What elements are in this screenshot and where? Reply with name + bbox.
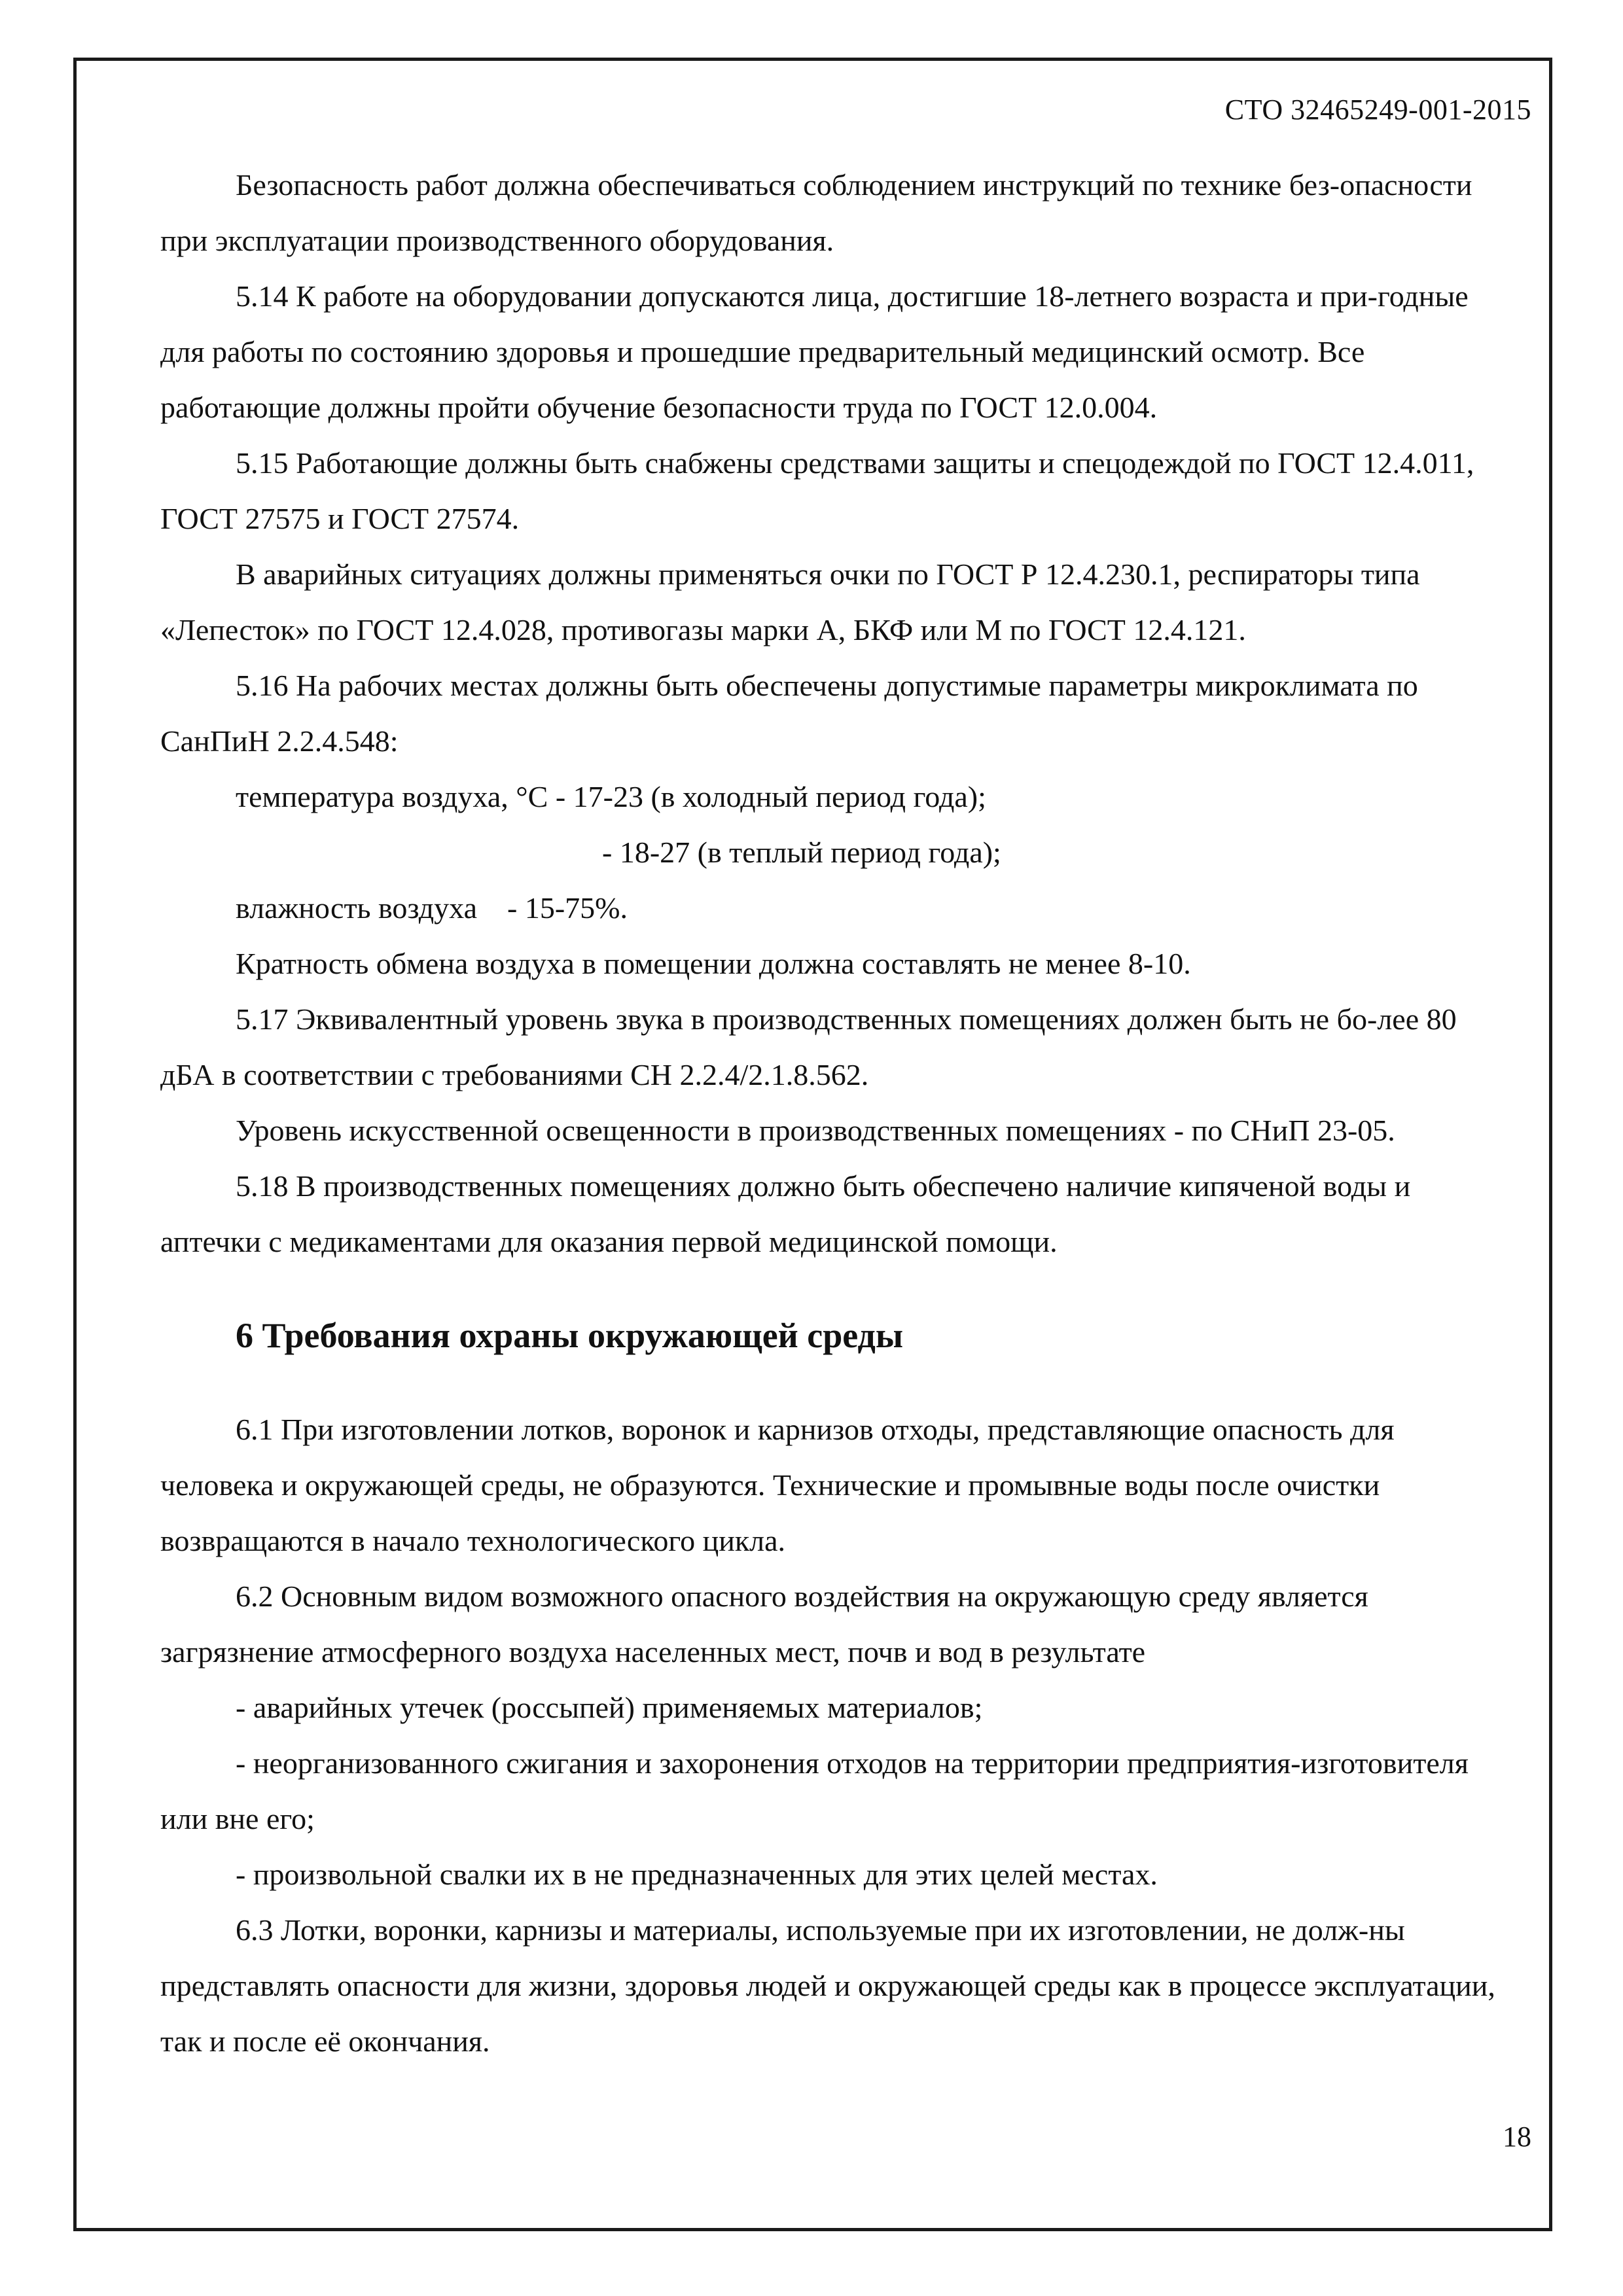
clause-5-18: 5.18 В производственных помещениях должно быть обеспечено наличие кипяченой воды и аптечки с медикаментами для оказания первой медицинской помощи. [160,1169,1411,1258]
temperature-cold-value: - 17-23 (в холодный период года); [555,780,986,813]
clause-5-17: 5.17 Эквивалентный уровень звука в производственных помещениях должен быть не бо-лее 80 дБА в соответствии с требованиями СН 2.2.4/2.1.8.562. [160,1002,1457,1091]
temperature-row-warm [160,824,1499,880]
clause-5-14: 5.14 К работе на оборудовании допускаются лица, достигшие 18-летнего возраста и при-годные для работы по состоянию здоровья и прошедшие предварительный медицинский осмотр. Все работающие должны пройти обучение безопасности труда по ГОСТ 12.0.004. [160,279,1469,424]
list-item: - произвольной свалки их в не предназначенных для этих целей местах. [236,1858,1158,1891]
clause-6-2: 6.2 Основным видом возможного опасного воздействия на окружающую среду является загрязнение атмосферного воздуха населенных мест, почв и вод в результате [160,1580,1368,1669]
clause-5-15: 5.15 Работающие должны быть снабжены средствами защиты и спецодеждой по ГОСТ 12.4.011, ГОСТ 27575 и ГОСТ 27574. [160,446,1474,535]
air-exchange-paragraph: Кратность обмена воздуха в помещении должна составлять не менее 8-10. [236,947,1191,980]
safety-paragraph: Безопасность работ должна обеспечиваться соблюдением инструкций по технике без-опасности при эксплуатации производственного оборудования. [160,168,1472,257]
clause-6-3: 6.3 Лотки, воронки, карнизы и материалы, используемые при их изготовлении, не долж-ны представлять опасности для жизни, здоровья людей и окружающей среды как в процессе эксплуатации, так и после её окончания. [160,1913,1495,2058]
section-6-heading: 6 Требования охраны окружающей среды [236,1316,904,1355]
list-item: - аварийных утечек (россыпей) применяемых материалов; [236,1691,983,1724]
temperature-warm-value: - 18-27 (в теплый период года); [602,836,1001,869]
temperature-row-cold [160,769,1499,824]
humidity-row [160,880,1499,936]
clause-5-16: 5.16 На рабочих местах должны быть обеспечены допустимые параметры микроклимата по СанПиН 2.2.4.548: [160,669,1418,758]
list-item: - неорганизованного сжигания и захоронения отходов на территории предприятия-изготовителя или вне его; [160,1746,1469,1835]
lighting-paragraph: Уровень искусственной освещенности в производственных помещениях - по СНиП 23-05. [236,1114,1395,1147]
humidity-value: - 15-75%. [507,891,628,925]
page-content [160,157,1499,2069]
page-number: 18 [1503,2121,1531,2153]
emergency-paragraph: В аварийных ситуациях должны применяться очки по ГОСТ Р 12.4.230.1, респираторы типа «Лепесток» по ГОСТ 12.4.028, противогазы марки А, БКФ или М по ГОСТ 12.4.121. [160,557,1420,646]
temperature-label: температура воздуха, °С [236,780,548,813]
humidity-label: влажность воздуха [236,891,477,925]
clause-6-1: 6.1 При изготовлении лотков, воронок и карнизов отходы, представляющие опасность для человека и окружающей среды, не образуются. Технические и промывные воды после очистки возвращаются в начало технологического цикла. [160,1413,1395,1557]
document-code: СТО 32465249-001-2015 [1224,94,1531,126]
